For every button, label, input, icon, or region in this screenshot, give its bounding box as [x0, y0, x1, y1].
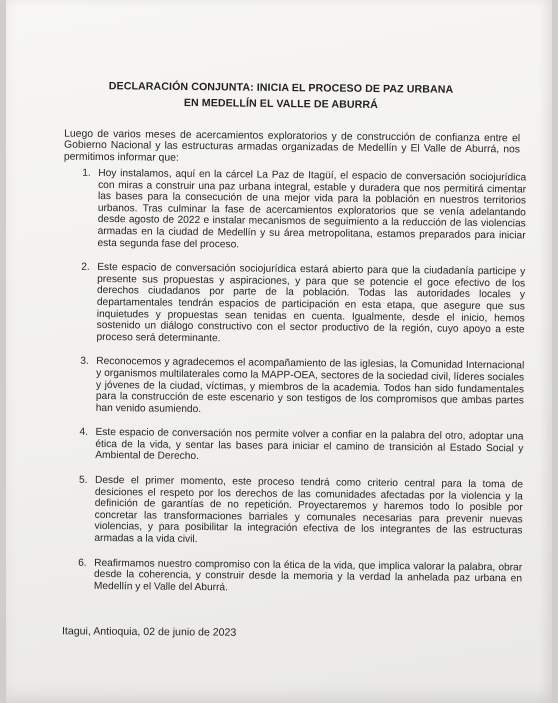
- intro-paragraph: Luego de varios meses de acercamientos exploratorios y de construcción de confianza entre el Gobierno Nacional y las estructuras armadas organizadas de Medellín y El Valle de Aburrá, nos permitimos informar que:: [63, 128, 521, 164]
- document-page: [6, 0, 552, 703]
- list-item: [62, 557, 522, 597]
- numbered-list: [62, 168, 527, 610]
- title-line-2: EN MEDELLÍN EL VALLE DE ABURRÁ: [183, 96, 379, 112]
- list-item-number: 5.: [78, 474, 88, 486]
- list-item-text: Reconocemos y agradecemos el acompañamiento de las iglesias, la Comunidad Internacional y organismos multilaterales como la MAPP-OEA, sectores de la sociedad civil, líderes sociales y jóvenes de la ciudad, víctimas, y miembros de la academia. Todos han sido fundamentales para la construcción de este escenario y son testigos de los compromisos que ambas partes han venido asumiendo.: [95, 356, 525, 415]
- list-item-text: Reafirmamos nuestro compromiso con la ética de la vida, que implica valorar la palabra, obrar desde la coherencia, y construir desde la memoria y la verdad la anhelada paz urbana en Medellín y el Valle del Aburrá.: [93, 557, 523, 594]
- signoff-place-date: Itagui, Antioquia, 02 de junio de 2023: [61, 625, 237, 639]
- list-item-number: 2.: [81, 261, 90, 274]
- document-title: [66, 78, 496, 115]
- list-item-text: Hoy instalamos, aquí en la cárcel La Paz de Itagüí, el espacio de conversación sociojurídica con miras a construir una paz urbana integral, estable y duradera que nos permitirá cimentar las bases para la consecución de una mejor vida para la población en nuestros territorios urbanos. Tras culminar la fase de acercamientos exploratorios que se venía adelantando desde agosto de 2022 e instalar mecanismos de seguimiento a la reducción de las violencias armadas en la ciudad de Medellín y su área metropolitana, estamos preparados para iniciar esta segunda fase del proceso.: [97, 167, 527, 250]
- title-line-1: DECLARACIÓN CONJUNTA: INICIA EL PROCESO DE PAZ URBANA: [108, 80, 454, 96]
- list-item: [62, 475, 523, 549]
- list-item-number: 4.: [79, 427, 89, 439]
- list-item: [63, 427, 523, 467]
- list-item: [65, 168, 526, 254]
- list-item-number: 1.: [82, 167, 91, 179]
- list-item-text: Desde el primer momento, este proceso tendrá como criterio central para la toma de desiciones el respeto por los derechos de las comunidades afectadas por la violencia y la definición de garantías de no repetición. Proyectaremos y haremos todo lo posible por concretar las transformaciones barriales y comunales necesarias para prevenir nuevas violencias, y para posibilitar la integración efectiva de los integrantes de las estructuras armadas a la vida civil.: [94, 474, 524, 546]
- list-item-text: Este espacio de conversación nos permite volver a confiar en la palabra del otro, adoptar una ética de la vida, y sentar las bases para iniciar el camino de transición al Estado Social y Ambiental de Derecho.: [95, 427, 524, 463]
- list-item: [64, 262, 525, 348]
- list-item-number: 3.: [80, 356, 89, 368]
- list-item-number: 6.: [78, 557, 87, 569]
- list-item-text: Este espacio de conversación sociojurídica estará abierto para que la ciudadanía participe y presente sus propuestas y aspiraciones, y para que se potencie el goce efectivo de los derechos ciudadanos por parte de la población. Todas las autoridades locales y departamentales tendrán espacios de participación en esta etapa, que asegure que sus inquietudes y propuestas sean tenidas en cuenta. Igualmente, desde el inicio, hemos sostenido un diálogo constructivo con el sector productivo de la región, cuyo apoyo a este proceso será determinante.: [96, 262, 526, 344]
- list-item: [64, 356, 525, 419]
